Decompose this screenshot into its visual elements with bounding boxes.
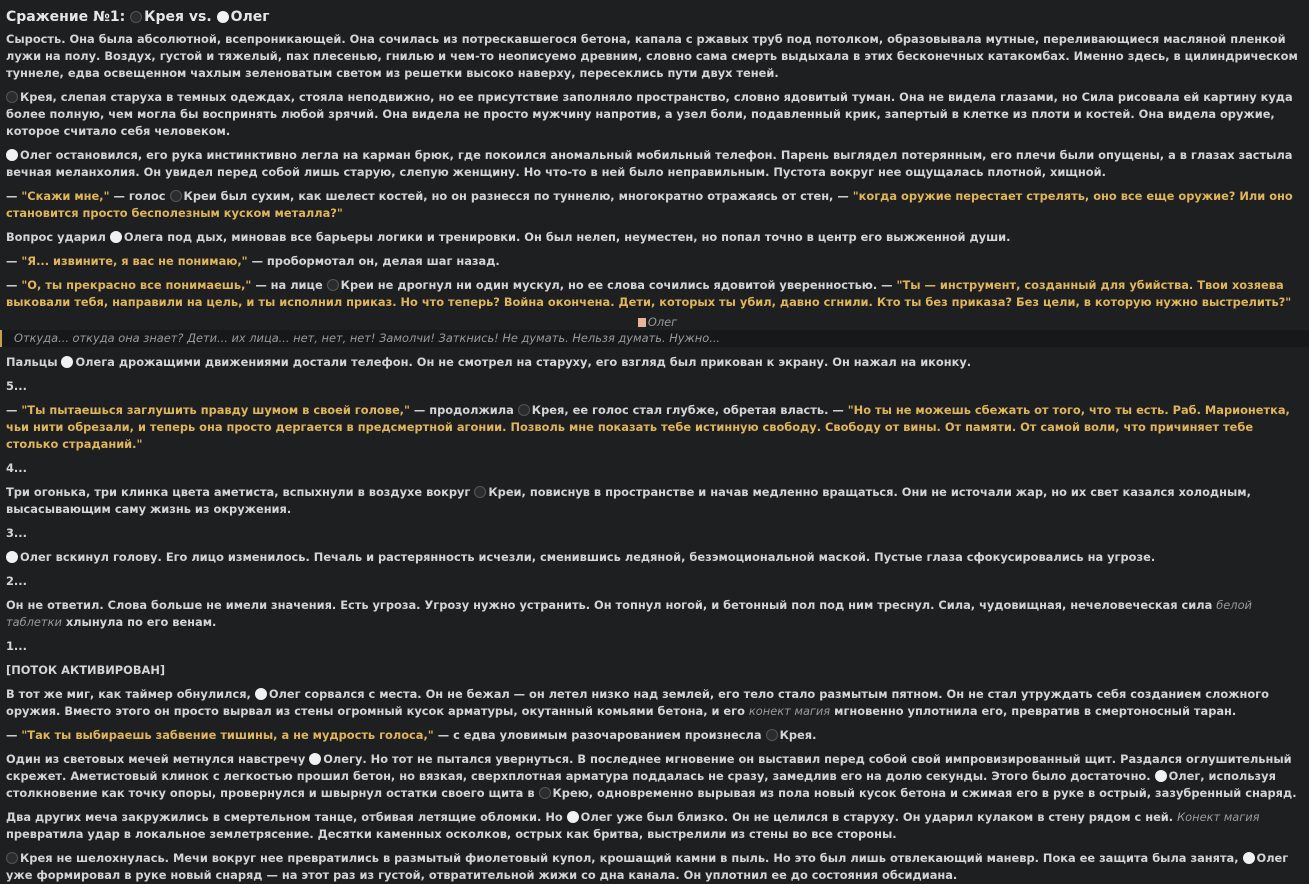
- character-name: Олег: [1256, 851, 1289, 865]
- paragraph-8: [6, 354, 1309, 371]
- quote: "Так ты выбираешь забвение тишины, а не мудрость голоса,": [21, 728, 434, 742]
- dash: —: [6, 728, 22, 742]
- oleg-avatar-icon: [255, 688, 267, 700]
- narration: не шелохнулась. Мечи вокруг нее превратились в размытый фиолетовый купол, крошащий камни в пыль. Но это был лишь отвлекающий маневр. Пока ее защита была занята,: [52, 851, 1243, 865]
- narration: мгновенно уплотнила его, превратив в смертоносный таран.: [830, 704, 1237, 718]
- quote: "Ты — инструмент, созданный для убийства. Твои хозяева выковали тебя, направили на цель, и ты исполнил приказ. Но что теперь? Война окончена. Дети, которых ты убил, давно сгнили. Кто ты без приказа? Без цели, в которую нужно выстрелить?": [6, 278, 1292, 309]
- title-vs: vs.: [188, 9, 212, 25]
- paragraph-text: , слепая старуха в темных одеждах, стояла неподвижно, но ее присутствие заполняло пространство, словно ядовитый туман. Она не видела глазами, но Сила рисовала ей картину куда более полную, чем могла бы воспринять любой зрячий. Она видела не просто мужчину напротив, а узел боли, подавленный крик, запертый в клетке из плоти и костей. Она видела оружие, которое считало себя человеком.: [6, 90, 1293, 138]
- narration: уже был близко. Он не целился в старуху. Он ударил кулаком в стену рядом с ней.: [612, 810, 1178, 824]
- thought-speaker-tag: [6, 315, 1309, 329]
- character-name: Крея: [531, 403, 565, 417]
- page-title: [6, 0, 1309, 31]
- paragraph-5: [6, 229, 1309, 246]
- quote: "Но ты не можешь сбежать от того, что ты есть. Раб. Марионетка, чьи нити обрезали, и теперь она просто дергается в предсмертной агонии. Позволь мне показать тебе истинную свободу. Свободу от вины. От памяти. От самой воли, что причиняет тебе столько страданий.": [6, 403, 1290, 451]
- narration: Один из световых мечей метнулся навстречу: [6, 752, 310, 766]
- dash: —: [6, 278, 22, 292]
- oleg-avatar-icon: [217, 11, 229, 23]
- narration: не дрогнул ни один мускул, но ее слова сочились ядовитой уверенностью. —: [373, 278, 897, 292]
- krea-avatar-icon: [6, 91, 18, 103]
- narration: превратила удар в локальное землетрясение. Десятки каменных осколков, острых как бритва, выстрелили из стены во все стороны.: [6, 827, 897, 841]
- dash: —: [6, 403, 22, 417]
- character-name: Крея: [20, 851, 53, 865]
- paragraph-6: [6, 253, 1309, 270]
- narration: Он не ответил. Слова больше не имели значения. Есть угроза. Угрозу нужно устранить. Он топнул ногой, и бетонный пол под ним треснул. Сила, чудовищная, нечеловеческая сила: [6, 598, 1217, 612]
- oleg-avatar-icon: [567, 811, 579, 823]
- narration: Два других меча закружились в смертельном танце, отбивая летящие обломки. Но: [6, 810, 567, 824]
- oleg-avatar-icon: [309, 753, 321, 765]
- countdown-3: 3...: [6, 526, 27, 540]
- narration: дрожащими движениями достали телефон. Он не смотрел на старуху, его взгляд был прикован к экрану. Он нажал на иконку.: [114, 355, 972, 369]
- narration: — продолжила: [409, 403, 518, 417]
- quote: "когда оружие перестает стрелять, оно все еще оружие? Или оно становится просто бесполезным куском металла?": [6, 189, 1293, 220]
- paragraph-17: [6, 850, 1309, 884]
- paragraph-10: [6, 484, 1309, 518]
- krea-avatar-icon: [327, 279, 339, 291]
- narration: вскинул голову. Его лицо изменилось. Печаль и растерянность исчезли, сменившись ледяной, безэмоциональной маской. Пустые глаза сфокусировались на угрозе.: [51, 550, 1156, 564]
- thought-speaker: Олег: [647, 315, 678, 329]
- oleg-avatar-icon: [1155, 770, 1167, 782]
- dash: —: [6, 189, 22, 203]
- paragraph-11: [6, 549, 1309, 566]
- dash: —: [6, 254, 22, 268]
- narration: . Но тот не пытался увернуться. В последнее мгновение он выставил перед собой свой импровизированный щит. Раздался оглушительный скрежет. Аметистовый клинок с легкостью прошил бетон, но вязкая, сверхплотная арматура поддалась не сразу, замедлив его на долю секунды. Этого было достаточно.: [6, 752, 1292, 783]
- quote: "Ты пытаешься заглушить правду шумом в своей голове,": [21, 403, 410, 417]
- paragraph-4: [6, 188, 1309, 222]
- krea-avatar-icon: [6, 852, 18, 864]
- paragraph-16: [6, 809, 1309, 843]
- oleg-avatar-icon: [6, 149, 18, 161]
- paragraph-15: [6, 751, 1309, 802]
- oleg-avatar-icon: [61, 356, 73, 368]
- narration: , ее голос стал глубже, обретая власть. —: [564, 403, 848, 417]
- oleg-avatar-icon: [1243, 852, 1255, 864]
- character-name: Олега: [75, 355, 115, 369]
- narration: Вопрос ударил: [6, 230, 110, 244]
- narration: — с едва уловимым разочарованием произнесла: [433, 728, 766, 742]
- fighter1-name: Крея: [144, 9, 185, 25]
- oleg-avatar-icon: [110, 231, 122, 243]
- quote: "Я... извините, я вас не понимаю,": [21, 254, 248, 268]
- narration: сорвался с места. Он не бежал — он летел низко над землей, его тело стало размытым пятном. Он не стал утруждать себя созданием сложного оружия. Вместо этого он просто вырвал из стены огромный кусок арматуры, окутанный комьями бетона, и его: [6, 687, 1269, 718]
- title-prefix: Сражение №1:: [6, 9, 126, 25]
- character-name: Крея: [20, 90, 53, 104]
- paragraph-9: [6, 402, 1309, 453]
- character-name: Крея: [779, 728, 813, 742]
- character-name: Олегу: [323, 752, 363, 766]
- narration: под дых, миновав все барьеры логики и тренировки. Он был нелеп, неуместен, но попал точно в центр его выжженной души.: [163, 230, 1011, 244]
- paragraph-1: Сырость. Она была абсолютной, всепроникающей. Она сочилась из потрескавшегося бетона, капала с ржавых труб под потолком, образовывала мутные, переливающиеся масляной пленкой лужи на полу. Воздух, густой и тяжелый, пах плесенью, гнилью и чем-то неописуемо древним, словно сама смерть выдыхала в этих бесконечных катакомбах. Именно здесь, в цилиндрическом туннеле, едва освещенном чахлым зеленоватым светом из решетки высоко наверху, пересеклись пути двух теней.: [6, 32, 1298, 80]
- narration: Пальцы: [6, 355, 62, 369]
- krea-avatar-icon: [130, 11, 142, 23]
- narration: , одновременно вырывая из пола новый кусок бетона и сжимая его в руке в острый, зазубренный снаряд.: [588, 786, 1297, 800]
- character-name: Креи: [340, 278, 374, 292]
- narration: , используя столкновение как точку опоры, провернулся и швырнул остатки своего щита в: [6, 769, 1276, 800]
- narration: хлынула по его венам.: [61, 615, 217, 629]
- narration: — пробормотал он, делая шаг назад.: [247, 254, 500, 268]
- character-name: Олег: [1168, 769, 1201, 783]
- paragraph-12: [6, 597, 1309, 631]
- paragraph-13: [6, 686, 1309, 720]
- character-name: Креи: [183, 189, 217, 203]
- narration: В тот же миг, как таймер обнулился,: [6, 687, 255, 701]
- countdown-1: 1...: [6, 639, 27, 653]
- inner-thought-block: Откуда... откуда она знает? Дети... их лица... нет, нет, нет! Замолчи! Заткнись! Не думать. Нельзя думать. Нужно...: [0, 330, 1309, 347]
- quote: "О, ты прекрасно все понимаешь,": [21, 278, 252, 292]
- narration: был сухим, как шелест костей, но он разнесся по туннелю, многократно отражаясь от стен, —: [216, 189, 853, 203]
- note-icon: [638, 318, 646, 327]
- skill-name: конект магия: [748, 704, 831, 718]
- krea-avatar-icon: [766, 729, 778, 741]
- paragraph-14: [6, 727, 1309, 744]
- character-name: Олега: [123, 230, 164, 244]
- countdown-4: 4...: [6, 461, 27, 475]
- quote: "Скажи мне,": [21, 189, 110, 203]
- krea-avatar-icon: [474, 486, 486, 498]
- krea-avatar-icon: [170, 190, 182, 202]
- narration: Три огонька, три клинка цвета аметиста, вспыхнули в воздухе вокруг: [6, 485, 475, 499]
- character-name: Олег: [268, 687, 301, 701]
- paragraph-7: [6, 277, 1309, 311]
- countdown-5: 5...: [6, 379, 27, 393]
- oleg-avatar-icon: [6, 551, 18, 563]
- skill-name: белой таблетки: [6, 598, 1252, 629]
- character-name: Олег: [580, 810, 613, 824]
- paragraph-2: [6, 89, 1309, 140]
- narration: — на лице: [251, 278, 327, 292]
- narration: , повиснув в пространстве и начав медленно вращаться. Они не источали жар, но их свет казался холодным, высасывающим саму жизнь из окружения.: [6, 485, 1251, 516]
- narration: .: [812, 728, 817, 742]
- narration: — голос: [109, 189, 170, 203]
- fighter2-name: Олег: [230, 9, 270, 25]
- character-name: Крею: [552, 786, 589, 800]
- countdown-2: 2...: [6, 574, 27, 588]
- character-name: Олег: [20, 550, 52, 564]
- paragraph-3: [6, 147, 1309, 181]
- paragraph-text: остановился, его рука инстинктивно легла на карман брюк, где покоился аномальный мобильный телефон. Парень выглядел потерянным, его плечи были опущены, а в глазах застыла вечная меланхолия. Он увидел перед собой лишь старую, слепую женщину. Но что-то в ней было неправильным. Пустота вокруг нее ощущалась плотной, хищной.: [6, 148, 1293, 179]
- krea-avatar-icon: [539, 787, 551, 799]
- character-name: Олег: [20, 148, 52, 162]
- character-name: Креи: [488, 485, 522, 499]
- narration: уже формировал в руке новый снаряд — на этот раз из густой, отвратительной жижи со дна канала. Он уплотнил ее до состояния обсидиана.: [6, 868, 958, 882]
- krea-avatar-icon: [518, 404, 530, 416]
- skill-name: Конект магия: [1177, 810, 1260, 824]
- status-activated: [ПОТОК АКТИВИРОВАН]: [6, 663, 166, 677]
